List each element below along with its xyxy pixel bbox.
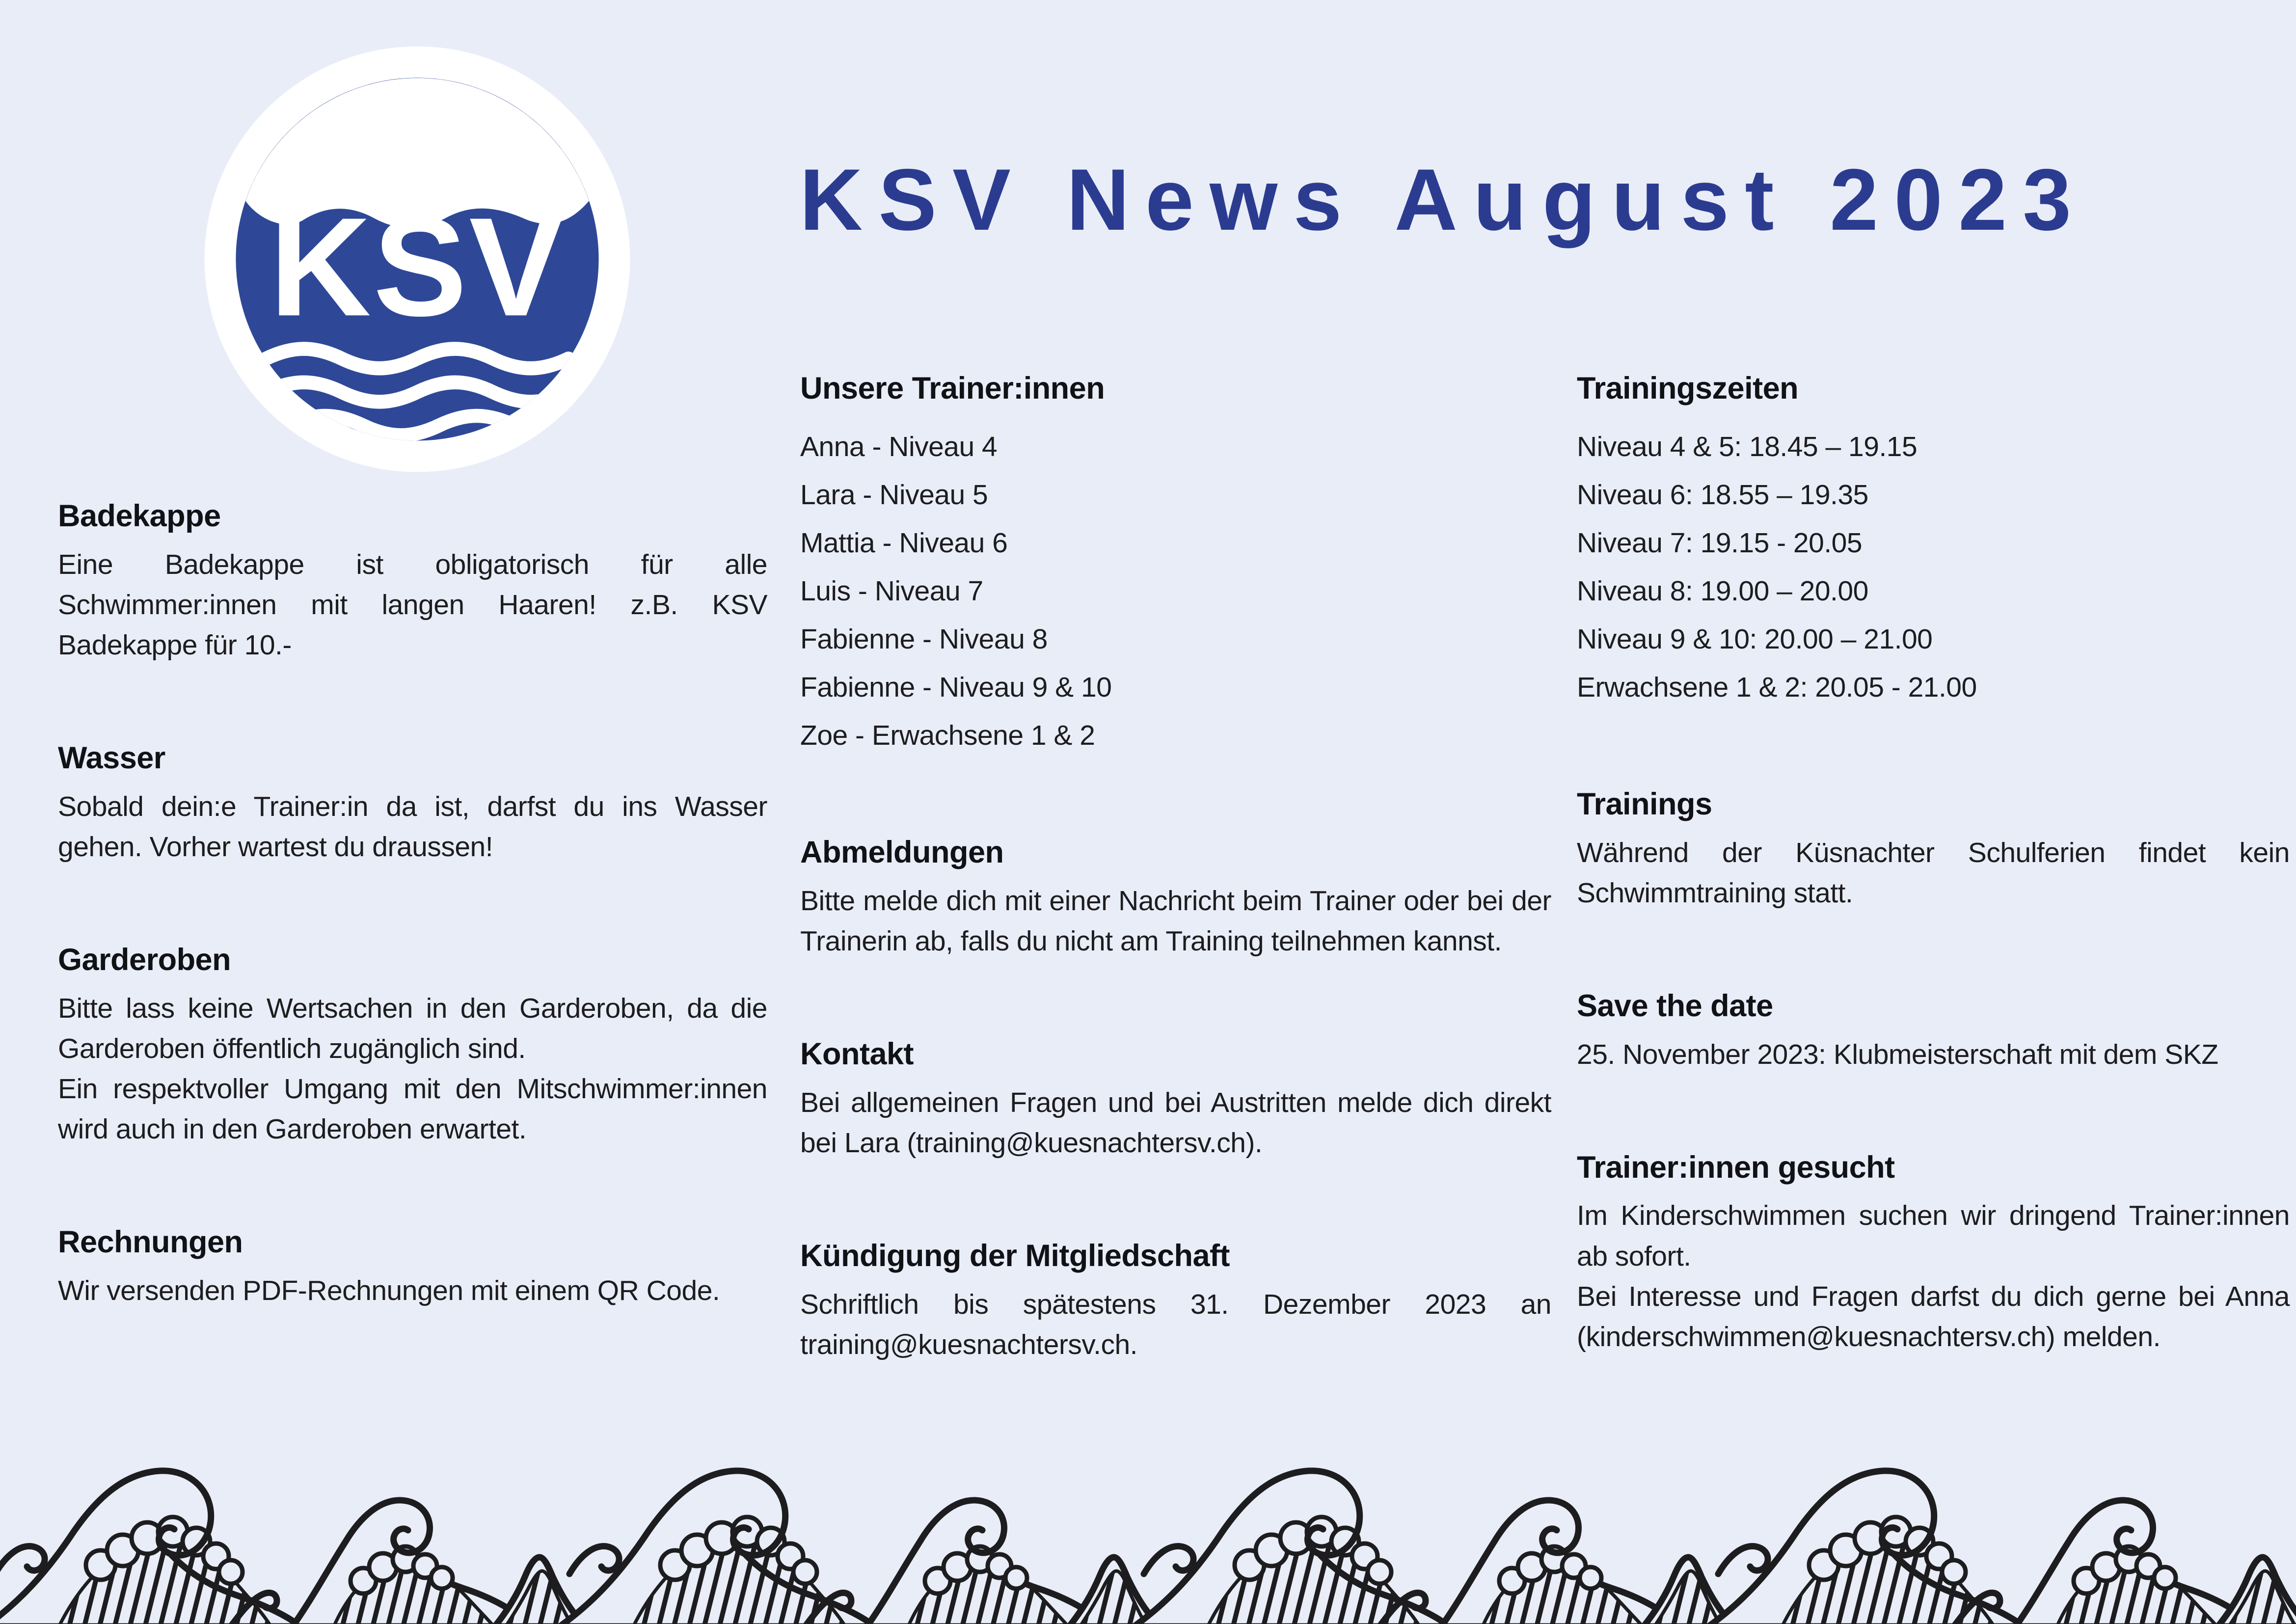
- section-garderoben: [58, 941, 767, 1149]
- trainingszeiten-list: [1577, 423, 2290, 711]
- column-left: [58, 497, 767, 1384]
- paragraph: Im Kinderschwimmen suchen wir dringend Trainer:innen ab sofort.: [1577, 1200, 2290, 1272]
- section-heading: Trainings: [1577, 786, 1712, 821]
- trainer-list: [800, 423, 1551, 759]
- section-kontakt: [800, 1035, 1551, 1163]
- paragraph: Schriftlich bis spätestens 31. Dezember 2023 an training@kuesnachtersv.ch.: [800, 1288, 1551, 1360]
- section-rechnungen: [58, 1223, 767, 1311]
- wave-border-illustration: [0, 1447, 2296, 1624]
- section-heading: Wasser: [58, 740, 165, 775]
- section-kuendigung: [800, 1237, 1551, 1365]
- list-item: Mattia - Niveau 6: [800, 527, 1008, 559]
- paragraph: Bitte melde dich mit einer Nachricht beim Trainer oder bei der Trainerin ab, falls du nicht am Training teilnehmen kannst.: [800, 885, 1551, 957]
- list-item: Luis - Niveau 7: [800, 575, 983, 607]
- list-item: Niveau 7: 19.15 - 20.05: [1577, 527, 1863, 559]
- section-trainings: [1577, 785, 2290, 913]
- paragraph: Bei allgemeinen Fragen und bei Austritten melde dich direkt bei Lara (training@kuesnachtersv.ch).: [800, 1086, 1551, 1159]
- section-heading: Abmeldungen: [800, 835, 1004, 869]
- section-trainingszeiten: [1577, 369, 2290, 711]
- section-heading: Trainingszeiten: [1577, 371, 1799, 406]
- list-item: Fabienne - Niveau 9 & 10: [800, 671, 1112, 703]
- page-title: KSV News August 2023: [799, 151, 2087, 248]
- list-item: Niveau 9 & 10: 20.00 – 21.00: [1577, 623, 1933, 655]
- paragraph: Eine Badekappe ist obligatorisch für alle Schwimmer:innen mit langen Haaren! z.B. KSV Badekappe für 10.-: [58, 548, 767, 661]
- section-savethedate: [1577, 987, 2290, 1075]
- paragraph: Bei Interesse und Fragen darfst du dich gerne bei Anna (kinderschwimmen@kuesnachtersv.ch) melden.: [1577, 1280, 2290, 1353]
- ksv-logo: [201, 43, 633, 475]
- list-item: Erwachsene 1 & 2: 20.05 - 21.00: [1577, 671, 1977, 703]
- section-wasser: [58, 739, 767, 867]
- paragraph: Wir versenden PDF-Rechnungen mit einem QR Code.: [58, 1274, 720, 1306]
- section-trainer: [800, 369, 1551, 759]
- section-heading: Save the date: [1577, 988, 1773, 1023]
- paragraph: 25. November 2023: Klubmeisterschaft mit dem SKZ: [1577, 1038, 2218, 1070]
- list-item: Lara - Niveau 5: [800, 479, 988, 511]
- section-heading: Badekappe: [58, 499, 221, 533]
- paragraph: Während der Küsnachter Schulferien findet kein Schwimmtraining statt.: [1577, 837, 2290, 909]
- list-item: Zoe - Erwachsene 1 & 2: [800, 719, 1095, 751]
- section-abmeldungen: [800, 833, 1551, 961]
- section-gesucht: [1577, 1148, 2290, 1357]
- section-heading: Garderoben: [58, 942, 231, 977]
- paragraph: Sobald dein:e Trainer:in da ist, darfst du ins Wasser gehen. Vorher wartest du draussen!: [58, 790, 767, 863]
- section-heading: Rechnungen: [58, 1224, 243, 1259]
- column-middle: [800, 369, 1551, 1438]
- list-item: Fabienne - Niveau 8: [800, 623, 1048, 655]
- section-heading: Kontakt: [800, 1036, 914, 1071]
- logo-text: KSV: [270, 188, 565, 346]
- list-item: Niveau 8: 19.00 – 20.00: [1577, 575, 1868, 607]
- column-right: [1577, 369, 2290, 1431]
- paragraph: Bitte lass keine Wertsachen in den Garderoben, da die Garderoben öffentlich zugänglich sind.: [58, 992, 767, 1064]
- section-heading: Kündigung der Mitgliedschaft: [800, 1238, 1230, 1273]
- list-item: Niveau 6: 18.55 – 19.35: [1577, 479, 1868, 511]
- section-heading: Unsere Trainer:innen: [800, 371, 1105, 406]
- list-item: Niveau 4 & 5: 18.45 – 19.15: [1577, 431, 1918, 462]
- list-item: Anna - Niveau 4: [800, 431, 998, 462]
- section-badekappe: [58, 497, 767, 665]
- paragraph: Ein respektvoller Umgang mit den Mitschwimmer:innen wird auch in den Garderoben erwartet.: [58, 1073, 767, 1145]
- section-heading: Trainer:innen gesucht: [1577, 1150, 1895, 1185]
